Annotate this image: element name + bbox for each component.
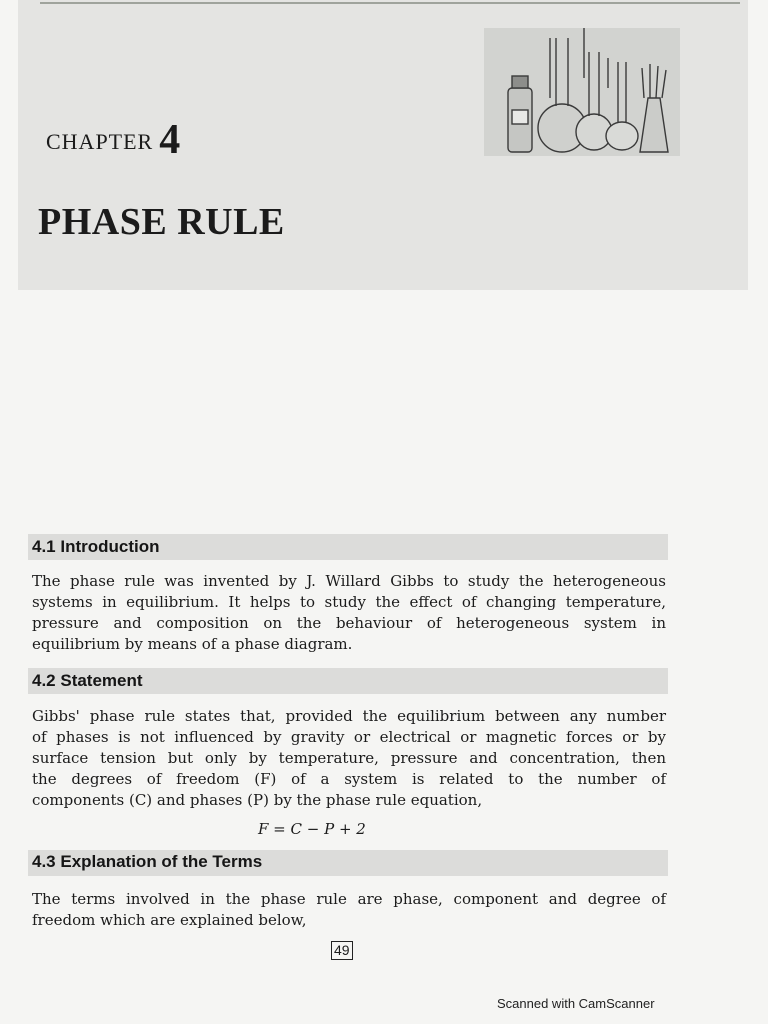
chapter-word: CHAPTER: [46, 129, 154, 154]
text-line: freedom which are explained below,: [32, 911, 307, 929]
text-line: systems in equilibrium. It helps to study the effect of changing temperature,: [32, 593, 666, 611]
text-line: equilibrium by means of a phase diagram.: [32, 635, 353, 653]
text-line: of phases is not influenced by gravity or electrical or magnetic forces or by: [32, 728, 666, 746]
text-line: The phase rule was invented by J. Willard Gibbs to study the heterogeneous: [32, 572, 666, 590]
top-rule: [40, 2, 740, 4]
section-heading-introduction: 4.1 Introduction: [32, 537, 160, 556]
section-heading-statement: 4.2 Statement: [32, 671, 143, 690]
text-line: pressure and composition on the behaviour of heterogeneous system in: [32, 614, 666, 632]
phase-rule-equation: F = C − P + 2: [258, 820, 366, 838]
laboratory-glassware-icon: [484, 28, 680, 156]
section-heading-explanation: 4.3 Explanation of the Terms: [32, 852, 263, 871]
scanner-watermark: Scanned with CamScanner: [497, 996, 655, 1011]
text-line: surface tension but only by temperature, pressure and concentration, then: [32, 749, 666, 767]
chapter-title: PHASE RULE: [38, 201, 285, 243]
chapter-label: [46, 116, 181, 164]
page-number: 49: [331, 941, 353, 960]
text-line: The terms involved in the phase rule are phase, component and degree of: [32, 890, 666, 908]
text-line: components (C) and phases (P) by the phase rule equation,: [32, 791, 483, 809]
text-line: Gibbs' phase rule states that, provided the equilibrium between any number: [32, 707, 666, 725]
chapter-number: 4: [159, 117, 182, 163]
paragraph-explanation: [32, 889, 666, 931]
text-line: the degrees of freedom (F) of a system is related to the number of: [32, 770, 666, 788]
paragraph-introduction: [32, 571, 666, 655]
paragraph-statement: [32, 706, 666, 811]
